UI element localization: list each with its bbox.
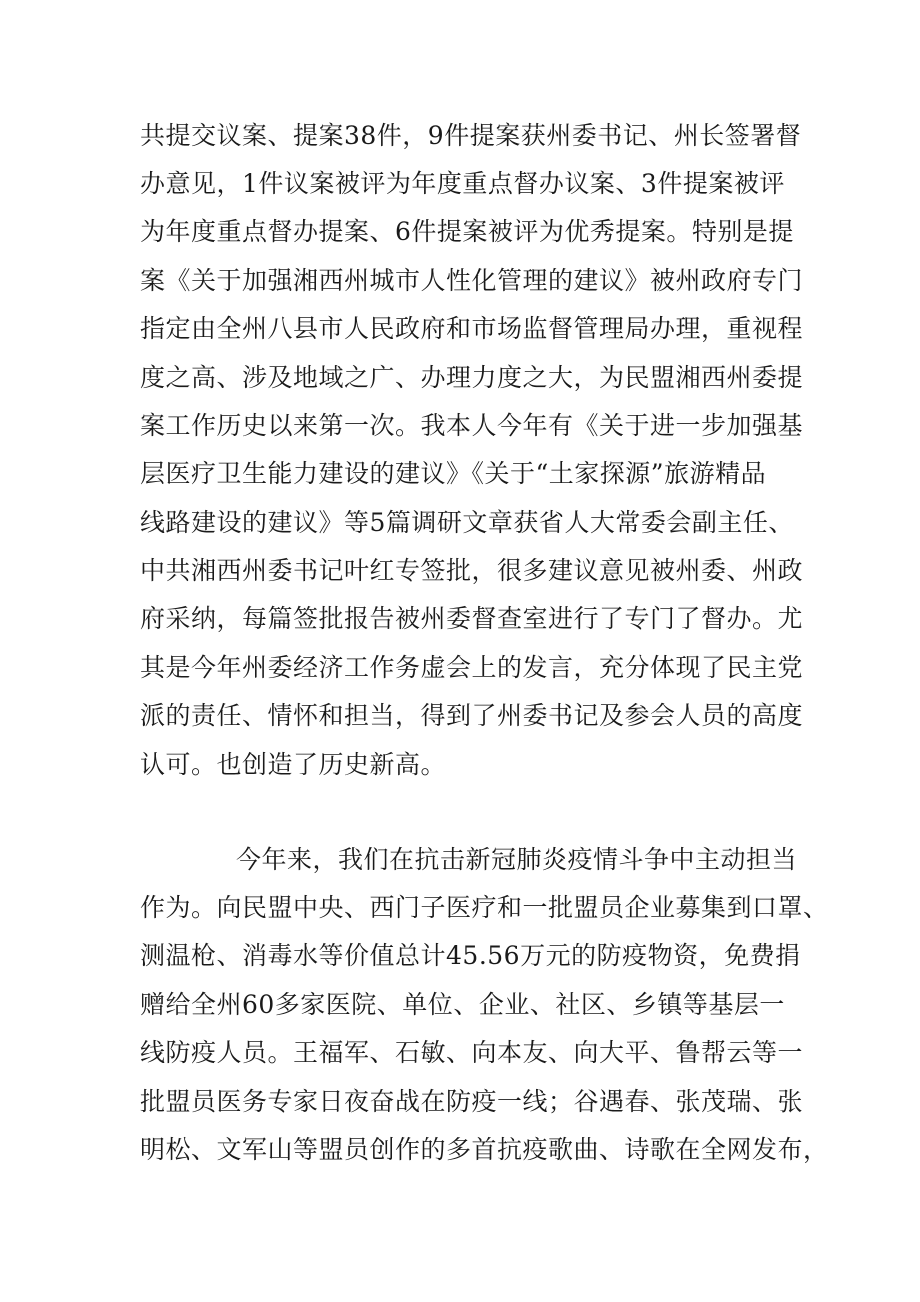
text-line: 作为。向民盟中央、西门子医疗和一批盟员企业募集到口罩、 (140, 893, 829, 922)
text-line: 其是今年州委经济工作务虚会上的发言，充分体现了民主党 (140, 653, 804, 682)
text-line: 线防疫人员。王福军、石敏、向本友、向大平、鲁帮云等一 (140, 1038, 804, 1067)
text-line: 明松、文军山等盟员创作的多首抗疫歌曲、诗歌在全网发布， (140, 1135, 829, 1164)
text-line: 指定由全州八县市人民政府和市场监督管理局办理，重视程 (140, 314, 804, 343)
text-line: 中共湘西州委书记叶红专签批，很多建议意见被州委、州政 (140, 556, 804, 585)
text-line: 派的责任、情怀和担当，得到了州委书记及参会人员的高度 (140, 701, 804, 730)
text-line: 共提交议案、提案38件，9件提案获州委书记、州长签署督 (140, 121, 802, 150)
text-line: 线路建设的建议》等5篇调研文章获省人大常委会副主任、 (140, 508, 794, 537)
text-line: 办意见，1件议案被评为年度重点督办议案、3件提案被评 (140, 169, 785, 198)
text-line: 层医疗卫生能力建设的建议》《关于“土家探源”旅游精品 (140, 459, 767, 488)
text-line: 批盟员医务专家日夜奋战在防疫一线；谷遇春、张茂瑞、张 (140, 1087, 804, 1116)
text-line: 测温枪、消毒水等价值总计45.56万元的防疫物资，免费捐 (140, 941, 801, 970)
text-line: 认可。也创造了历史新高。 (140, 750, 447, 779)
text-line: 度之高、涉及地域之广、办理力度之大，为民盟湘西州委提 (140, 363, 804, 392)
text-line: 案工作历史以来第一次。我本人今年有《关于进一步加强基 (140, 411, 804, 440)
text-line: 今年来，我们在抗击新冠肺炎疫情斗争中主动担当 (236, 845, 798, 874)
text-line: 案《关于加强湘西州城市人性化管理的建议》被州政府专门 (140, 266, 804, 295)
text-line: 为年度重点督办提案、6件提案被评为优秀提案。特别是提 (140, 217, 794, 246)
text-line: 府采纳，每篇签批报告被州委督查室进行了专门了督办。尤 (140, 604, 804, 633)
text-line: 赠给全州60多家医院、单位、企业、社区、乡镇等基层一 (140, 990, 785, 1019)
